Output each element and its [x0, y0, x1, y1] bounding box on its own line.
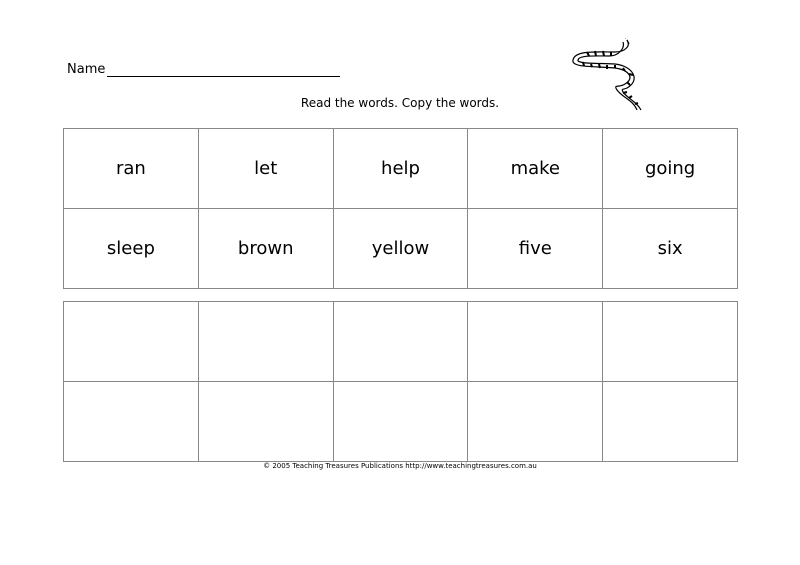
- word-cell: five: [468, 209, 603, 289]
- name-underline[interactable]: [107, 63, 340, 77]
- copy-cell[interactable]: [198, 382, 333, 462]
- copy-cell[interactable]: [603, 302, 738, 382]
- copy-cell[interactable]: [603, 382, 738, 462]
- table-row: [64, 209, 738, 289]
- word-cell: help: [333, 129, 468, 209]
- word-cell: ran: [64, 129, 199, 209]
- copy-table: [63, 301, 738, 462]
- word-cell: let: [198, 129, 333, 209]
- name-label: Name: [67, 62, 106, 77]
- copy-cell[interactable]: [468, 382, 603, 462]
- word-cell: brown: [198, 209, 333, 289]
- instruction-text: Read the words. Copy the words.: [300, 96, 500, 110]
- copy-cell[interactable]: [333, 302, 468, 382]
- word-cell: yellow: [333, 209, 468, 289]
- table-row: [64, 382, 738, 462]
- word-cell: going: [603, 129, 738, 209]
- word-cell: six: [603, 209, 738, 289]
- copy-cell[interactable]: [468, 302, 603, 382]
- name-field: [67, 62, 340, 77]
- word-cell: sleep: [64, 209, 199, 289]
- copy-cell[interactable]: [64, 382, 199, 462]
- table-row: [64, 129, 738, 209]
- copyright-footer: © 2005 Teaching Treasures Publications http://www.teachingtreasures.com.au: [263, 462, 537, 470]
- word-cell: make: [468, 129, 603, 209]
- copy-cell[interactable]: [64, 302, 199, 382]
- copy-cell[interactable]: [198, 302, 333, 382]
- copy-cell[interactable]: [333, 382, 468, 462]
- word-table: [63, 128, 738, 289]
- table-row: [64, 302, 738, 382]
